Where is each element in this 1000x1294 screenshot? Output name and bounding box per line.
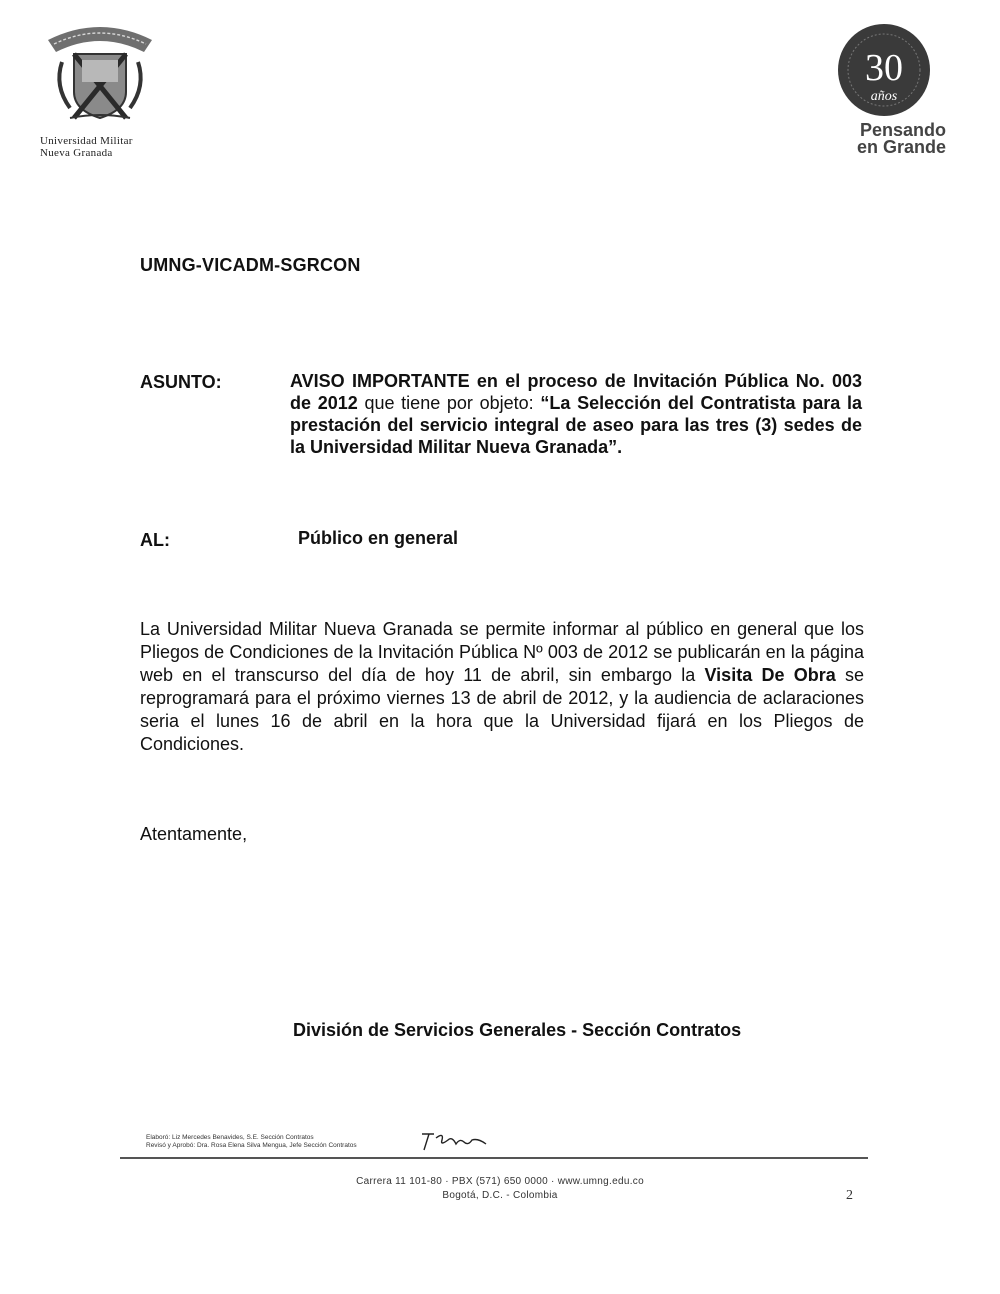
notice-body (140, 618, 864, 756)
handwritten-initials (418, 1128, 490, 1159)
subject-bold-lead: AVISO IMPORTANTE en el proceso de Invitación Pública No. 003 de 2012 (290, 371, 862, 413)
document-reference: UMNG-VICADM-SGRCON (140, 255, 361, 275)
svg-text:30: 30 (865, 47, 903, 89)
university-logo (40, 18, 188, 159)
signature-block: División de Servicios Generales - Sección Contratos (293, 1020, 742, 1040)
coat-of-arms-icon (40, 18, 160, 128)
subject-object: “La Selección del Contratista para la prestación del servicio integral de aseo para las tres (3) sedes de la Universidad Militar Nueva Granada”. (290, 393, 862, 457)
page-number: 2 (846, 1188, 853, 1203)
subject-middle: que tiene por objeto: (357, 393, 541, 413)
anniversary-slogan: Pensando en Grande (856, 120, 946, 157)
anniversary-seal-icon (830, 20, 938, 120)
anniversary-logo (806, 20, 946, 156)
credits-reviewed-by: Revisó y Aprobó: Dra. Rosa Elena Silva Mengua, Jefe Sección Contratos (146, 1142, 357, 1149)
svg-text:años: años (870, 89, 898, 104)
subject-text (290, 370, 862, 458)
body-bold-visit: Visita De Obra (704, 665, 836, 685)
recipient-value: Público en general (298, 528, 459, 548)
footer-address: Carrera 11 101-80 · PBX (571) 650 0000 · www.umng.edu.co Bogotá, D.C. - Colombia (356, 1176, 644, 1201)
body-part-1: La Universidad Militar Nueva Granada se permite informar al público en general que los Pliegos de Condiciones de la Invitación Pública Nº 003 de 2012 se publicarán en la página web en el transcurso del día de hoy 11 de abril, sin embargo la (140, 619, 864, 685)
recipient-label: AL: (140, 530, 170, 550)
body-part-2: se reprogramará para el próximo viernes 13 de abril de 2012, y la audiencia de aclaraciones seria el lunes 16 de abril en la hora que la Universidad fijará en los Pliegos de Condiciones. (140, 665, 864, 754)
initials-signature-icon (418, 1128, 490, 1154)
closing-salutation: Atentamente, (140, 824, 248, 844)
footer-divider (120, 1157, 868, 1159)
credits-prepared-by: Elaboró: Liz Mercedes Benavides, S.E. Sección Contratos (146, 1134, 314, 1141)
university-name: Universidad Militar Nueva Granada (40, 135, 133, 159)
subject-label: ASUNTO: (140, 372, 222, 392)
authorship-credits (146, 1134, 357, 1150)
